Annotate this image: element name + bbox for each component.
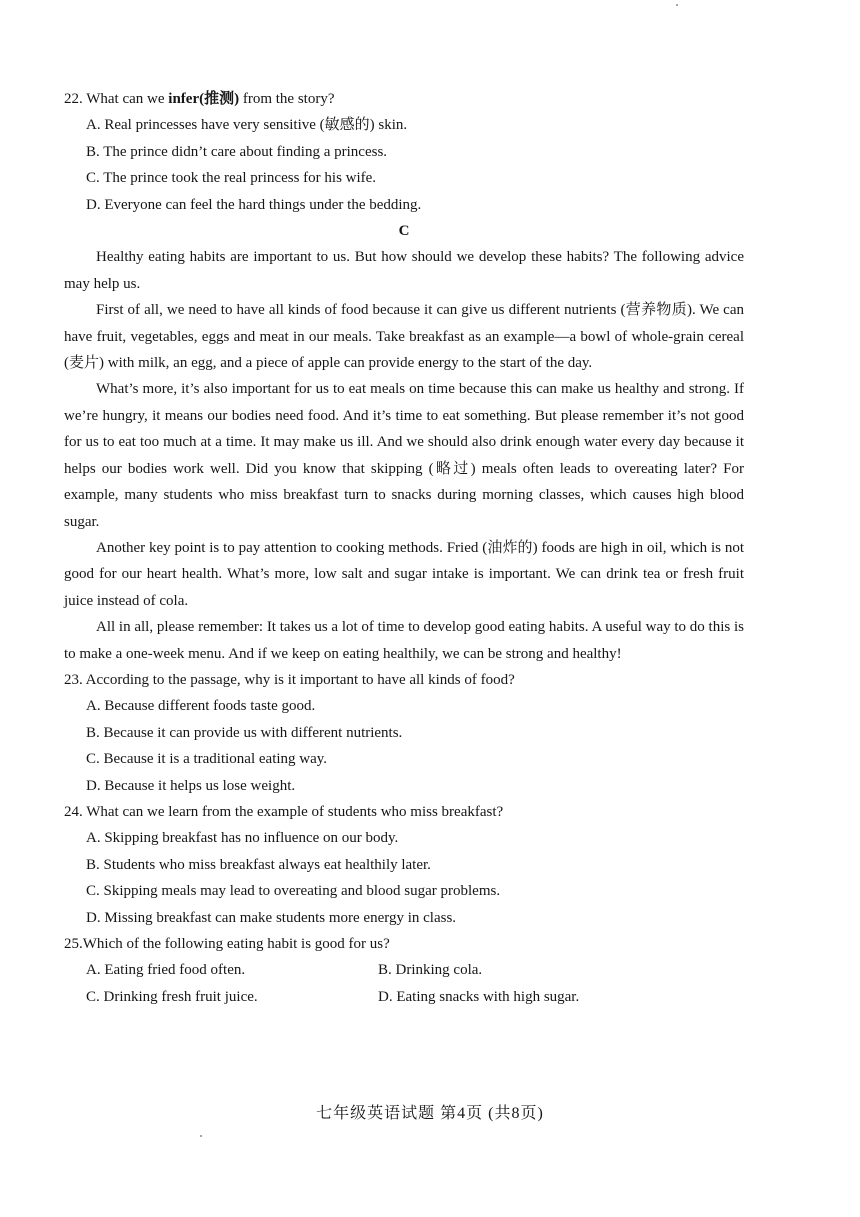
passage-paragraph-3: What’s more, it’s also important for us to eat meals on time because this can make us healthy and strong. If we’re hungry, it means our bodies need food. And it’s time to eat something. But please remember it’s not good for us to eat too much at a time. It may make us ill. And we should also drink enough water every day because it helps our bodies work well. Did you know that skipping (略过) meals often leads to overeating later? For example, many students who miss breakfast turn to snacks during morning classes, which causes high blood sugar. <box>64 381 744 530</box>
option-d: D. Because it helps us lose weight. <box>86 777 296 794</box>
option-d: D. Everyone can feel the hard things under the bedding. <box>86 196 422 213</box>
option-d: D. Missing breakfast can make students more energy in class. <box>86 909 457 926</box>
question-24 <box>64 799 744 931</box>
question-stem: 24. What can we learn from the example of students who miss breakfast? <box>64 803 504 820</box>
option-c: C. Because it is a traditional eating way. <box>86 751 328 768</box>
option-d: D. Eating snacks with high sugar. <box>378 988 580 1005</box>
option-a: A. Eating fried food often. <box>86 962 246 979</box>
passage-paragraph-2: First of all, we need to have all kinds of food because it can give us different nutrients (营养物质). We can have fruit, vegetables, eggs and meat in our meals. Take breakfast as an example—a bowl of whole-grain cereal (麦片) with milk, an egg, and a piece of apple can provide energy to the start of the day. <box>64 302 744 372</box>
option-b: B. Drinking cola. <box>378 962 483 979</box>
option-b: B. Because it can provide us with different nutrients. <box>86 724 403 741</box>
stem-text: 22. What can we <box>64 91 169 107</box>
question-22 <box>64 86 744 218</box>
question-stem <box>64 86 744 112</box>
option-a: A. Real princesses have very sensitive (敏感的) skin. <box>86 117 408 134</box>
option-b: B. Students who miss breakfast always eat healthily later. <box>86 856 431 873</box>
option-a: A. Because different foods taste good. <box>86 698 316 715</box>
question-25 <box>64 931 744 1010</box>
page-content <box>64 86 744 1010</box>
passage-title: C <box>398 223 410 240</box>
passage-paragraph-4: Another key point is to pay attention to cooking methods. Fried (油炸的) foods are high in oil, which is not good for our heart health. What’s more, low salt and sugar intake is important. We can drink tea or fresh fruit juice instead of cola. <box>64 539 744 609</box>
stem-bold-word: infer(推测) <box>168 91 240 107</box>
option-c: C. The prince took the real princess for his wife. <box>86 170 377 187</box>
option-b: B. The prince didn’t care about finding a princess. <box>86 143 388 160</box>
passage-c <box>64 218 744 667</box>
question-stem: 23. According to the passage, why is it important to have all kinds of food? <box>64 671 515 688</box>
option-a: A. Skipping breakfast has no influence on our body. <box>86 830 399 847</box>
passage-paragraph-1: Healthy eating habits are important to us. But how should we develop these habits? The following advice may help us. <box>64 249 744 292</box>
option-row <box>86 984 744 1010</box>
question-stem: 25.Which of the following eating habit is good for us? <box>64 936 390 952</box>
option-c: C. Skipping meals may lead to overeating and blood sugar problems. <box>86 883 501 900</box>
scan-speck <box>676 4 678 6</box>
stem-text: from the story? <box>239 91 335 107</box>
option-row <box>86 957 744 983</box>
question-23 <box>64 667 744 799</box>
passage-paragraph-5: All in all, please remember: It takes us a lot of time to develop good eating habits. A useful way to do this is to make a one-week menu. And if we keep on eating healthily, we can be strong and healthy! <box>64 619 744 662</box>
page-footer: 七年级英语试题 第4页 (共8页) <box>316 1105 544 1122</box>
option-c: C. Drinking fresh fruit juice. <box>86 988 258 1005</box>
scan-speck <box>200 1135 202 1137</box>
